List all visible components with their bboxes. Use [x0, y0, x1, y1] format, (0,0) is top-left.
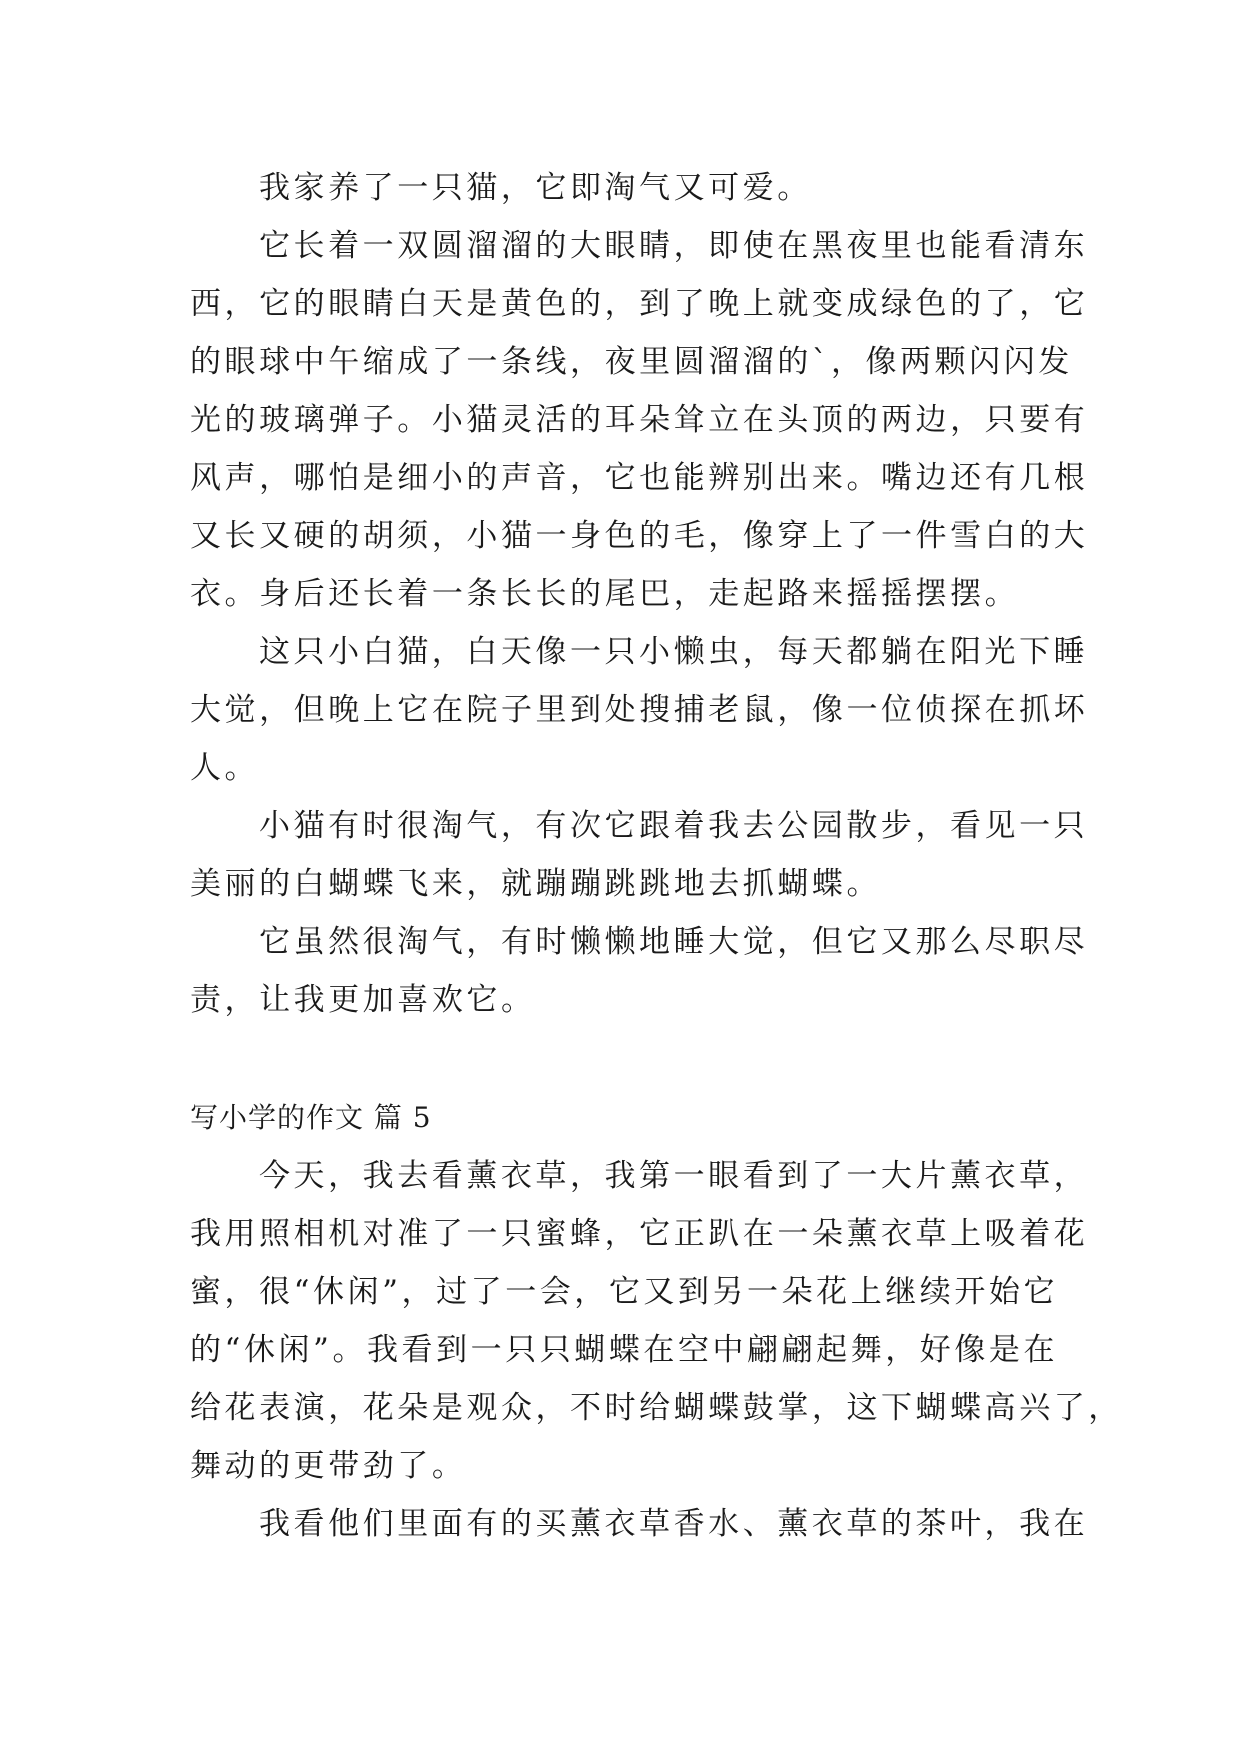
section-heading: 写小学的作文 篇 5	[190, 1101, 432, 1134]
paragraph-line: 美丽的白蝴蝶飞来，就蹦蹦跳跳地去抓蝴蝶。	[190, 866, 881, 902]
paragraph-line: 衣。身后还长着一条长长的尾巴，走起路来摇摇摆摆。	[190, 576, 1020, 612]
paragraph-line: 我用照相机对准了一只蜜蜂，它正趴在一朵薰衣草上吸着花	[190, 1216, 1089, 1252]
paragraph-line: 我家养了一只猫，它即淘气又可爱。	[259, 170, 812, 206]
paragraph-line: 舞动的更带劲了。	[190, 1448, 467, 1484]
paragraph-line: 它虽然很淘气，有时懒懒地睡大觉，但它又那么尽职尽	[259, 924, 1089, 960]
paragraph-line: 风声，哪怕是细小的声音，它也能辨别出来。嘴边还有几根	[190, 460, 1089, 496]
paragraph-line: 的“休闲”。我看到一只只蝴蝶在空中翩翩起舞，好像是在	[190, 1332, 1058, 1368]
paragraph-line: 给花表演，花朵是观众，不时给蝴蝶鼓掌，这下蝴蝶高兴了，	[190, 1390, 1123, 1426]
paragraph-line: 大觉，但晚上它在院子里到处搜捕老鼠，像一位侦探在抓坏	[190, 692, 1089, 728]
paragraph-line: 光的玻璃弹子。小猫灵活的耳朵耸立在头顶的两边，只要有	[190, 402, 1089, 438]
paragraph-line: 人。	[190, 750, 260, 786]
paragraph-line: 小猫有时很淘气，有次它跟着我去公园散步，看见一只	[259, 808, 1089, 844]
paragraph-line: 西，它的眼睛白天是黄色的，到了晚上就变成绿色的了，它	[190, 286, 1089, 322]
paragraph-line: 责，让我更加喜欢它。	[190, 982, 536, 1018]
paragraph-line: 这只小白猫，白天像一只小懒虫，每天都躺在阳光下睡	[259, 634, 1089, 670]
paragraph-line: 的眼球中午缩成了一条线，夜里圆溜溜的`，像两颗闪闪发	[190, 344, 1073, 380]
paragraph-line: 蜜，很“休闲”，过了一会，它又到另一朵花上继续开始它	[190, 1274, 1058, 1310]
paragraph-line: 又长又硬的胡须，小猫一身色的毛，像穿上了一件雪白的大	[190, 518, 1089, 554]
paragraph-line: 我看他们里面有的买薰衣草香水、薰衣草的茶叶，我在	[259, 1506, 1089, 1542]
paragraph-line: 它长着一双圆溜溜的大眼睛，即使在黑夜里也能看清东	[259, 228, 1089, 264]
paragraph-line: 今天，我去看薰衣草，我第一眼看到了一大片薰衣草，	[259, 1158, 1089, 1194]
